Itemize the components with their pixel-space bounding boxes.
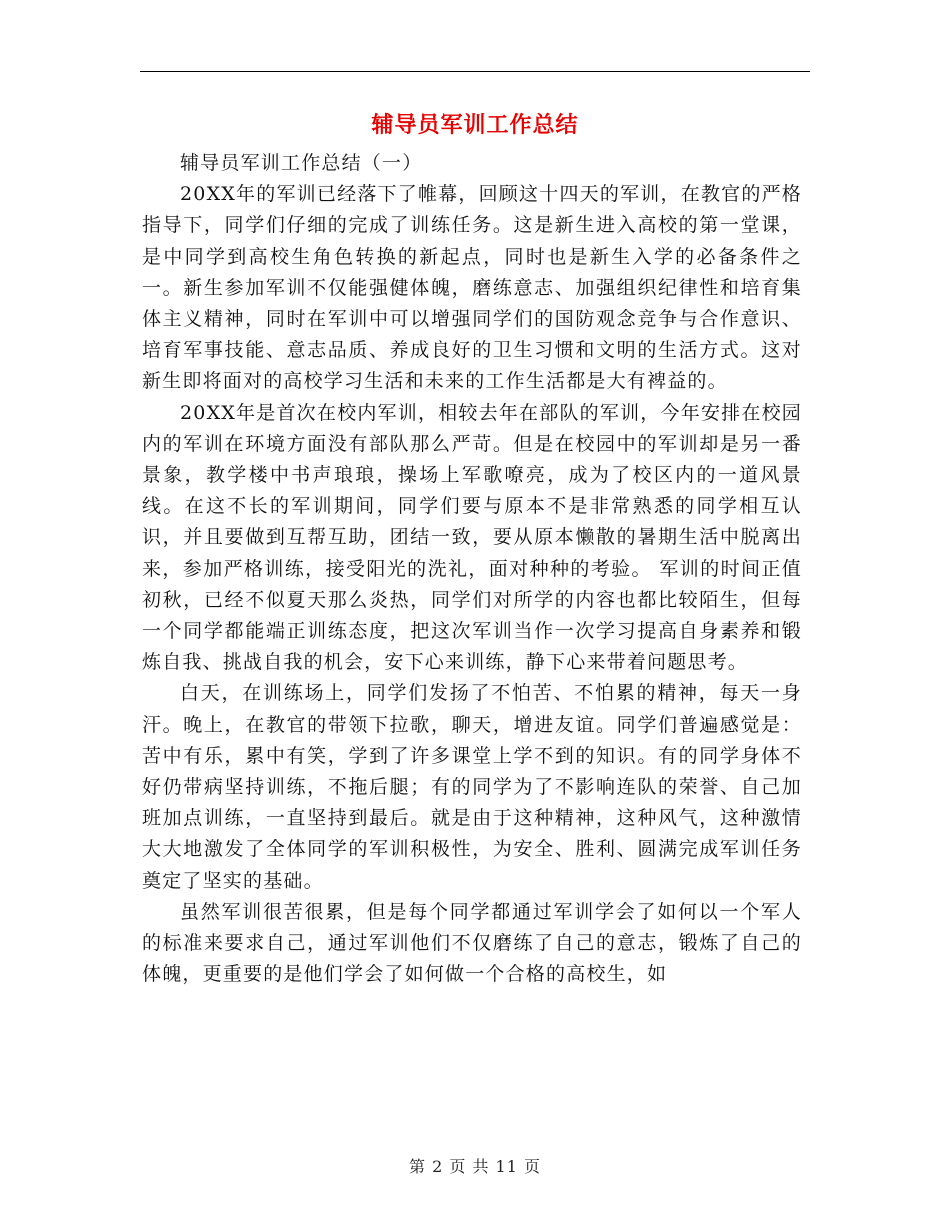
document-body bbox=[142, 148, 802, 990]
paragraph: 20XX年的军训已经落下了帷幕，回顾这十四天的军训，在教官的严格指导下，同学们仔细的完成了训练任务。这是新生进入高校的第一堂课，是中同学到高校生角色转换的新起点，同时也是新生入学的必备条件之一。新生参加军训不仅能强健体魄，磨练意志、加强组织纪律性和培育集体主义精神，同时在军训中可以增强同学们的国防观念竞争与合作意识、培育军事技能、意志品质、养成良好的卫生习惯和文明的生活方式。这对新生即将面对的高校学习生活和未来的工作生活都是大有裨益的。 bbox=[142, 183, 802, 393]
header-rule bbox=[140, 71, 810, 72]
paragraph: 20XX年是首次在校内军训，相较去年在部队的军训，今年安排在校园内的军训在环境方面没有部队那么严苛。但是在校园中的军训却是另一番景象，教学楼中书声琅琅，操场上军歌嘹亮，成为了校区内的一道风景线。在这不长的军训期间，同学们要与原本不是非常熟悉的同学相互认识，并且要做到互帮互助，团结一致，要从原本懒散的暑期生活中脱离出来，参加严格训练，接受阳光的洗礼，面对种种的考验。 军训的时间正值初秋，已经不似夏天那么炎热，同学们对所学的内容也都比较陌生，但每一个同学都能端正训练态度，把这次军训当作一次学习提高自身素养和锻炼自我、挑战自我的机会，安下心来训练，静下心来带着问题思考。 bbox=[142, 401, 802, 674]
document-title: 辅导员军训工作总结 bbox=[371, 113, 579, 138]
page-footer bbox=[0, 1154, 950, 1177]
section-heading: 辅导员军训工作总结（一） bbox=[180, 152, 423, 174]
page-number: 第 2 页 共 11 页 bbox=[409, 1157, 541, 1176]
paragraph: 虽然军训很苦很累，但是每个同学都通过军训学会了如何以一个军人的标准来要求自己，通过军训他们不仅磨练了自己的意志，锻炼了自己的体魄，更重要的是他们学会了如何做一个合格的高校生，如 bbox=[142, 900, 802, 986]
paragraph: 白天，在训练场上，同学们发扬了不怕苦、不怕累的精神，每天一身汗。晚上，在教官的带领下拉歌，聊天，增进友谊。同学们普遍感觉是：苦中有乐，累中有笑，学到了许多课堂上学不到的知识。有的同学身体不好仍带病坚持训练，不拖后腿；有的同学为了不影响连队的荣誉、自己加班加点训练，一直坚持到最后。就是由于这种精神，这种风气，这种激情大大地激发了全体同学的军训积极性，为安全、胜利、圆满完成军训任务奠定了坚实的基础。 bbox=[142, 682, 802, 892]
